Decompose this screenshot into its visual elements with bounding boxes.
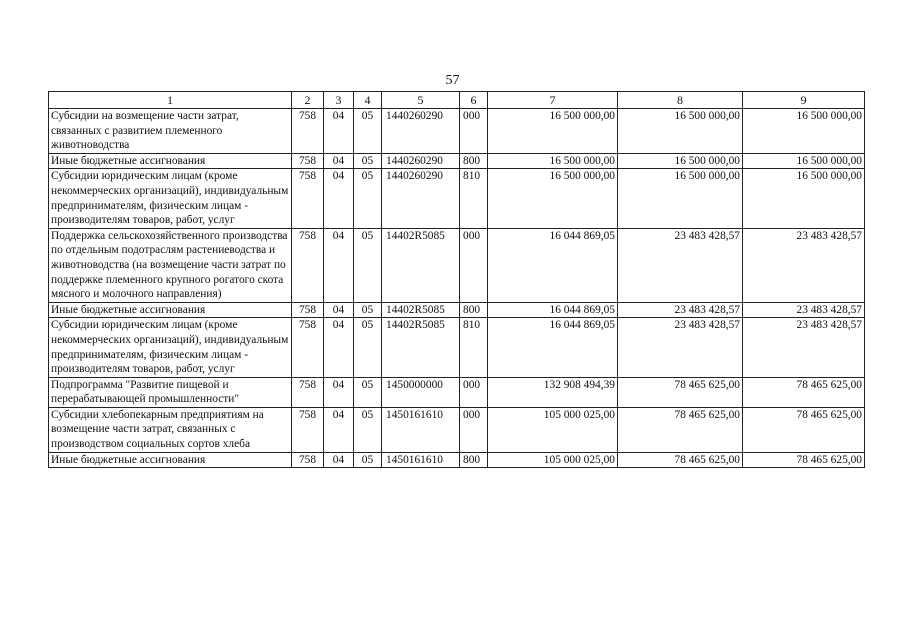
row-grbs: 758 xyxy=(292,452,324,468)
row-grbs: 758 xyxy=(292,169,324,228)
row-grbs: 758 xyxy=(292,109,324,154)
row-name: Субсидии юридическим лицам (кроме некоммерческих организаций), индивидуальным предпринимателям, физическим лицам - производителям товаров, работ, услуг xyxy=(49,318,292,377)
header-row xyxy=(49,92,865,109)
budget-table xyxy=(48,91,865,468)
row-rz: 04 xyxy=(324,153,354,169)
header-cell: 8 xyxy=(618,92,743,109)
table-row xyxy=(49,302,865,318)
table-row xyxy=(49,452,865,468)
row-pr: 05 xyxy=(354,302,382,318)
row-amount-7: 16 500 000,00 xyxy=(488,109,618,154)
row-grbs: 758 xyxy=(292,377,324,407)
row-name: Иные бюджетные ассигнования xyxy=(49,153,292,169)
row-rz: 04 xyxy=(324,169,354,228)
row-csr: 1450000000 xyxy=(382,377,460,407)
header-cell: 4 xyxy=(354,92,382,109)
table-row xyxy=(49,153,865,169)
row-csr: 14402R5085 xyxy=(382,228,460,302)
header-cell: 9 xyxy=(743,92,865,109)
row-amount-7: 132 908 494,39 xyxy=(488,377,618,407)
header-cell: 6 xyxy=(460,92,488,109)
row-amount-9: 78 465 625,00 xyxy=(743,452,865,468)
row-amount-7: 16 500 000,00 xyxy=(488,169,618,228)
row-amount-7: 16 044 869,05 xyxy=(488,302,618,318)
row-amount-9: 23 483 428,57 xyxy=(743,318,865,377)
row-grbs: 758 xyxy=(292,302,324,318)
row-pr: 05 xyxy=(354,228,382,302)
row-csr: 1440260290 xyxy=(382,109,460,154)
row-vr: 000 xyxy=(460,228,488,302)
row-amount-9: 78 465 625,00 xyxy=(743,377,865,407)
row-rz: 04 xyxy=(324,318,354,377)
row-rz: 04 xyxy=(324,407,354,452)
row-amount-9: 16 500 000,00 xyxy=(743,109,865,154)
row-csr: 1440260290 xyxy=(382,169,460,228)
row-grbs: 758 xyxy=(292,228,324,302)
row-rz: 04 xyxy=(324,228,354,302)
row-vr: 810 xyxy=(460,169,488,228)
row-amount-8: 23 483 428,57 xyxy=(618,318,743,377)
row-amount-7: 105 000 025,00 xyxy=(488,452,618,468)
row-pr: 05 xyxy=(354,452,382,468)
row-amount-7: 16 500 000,00 xyxy=(488,153,618,169)
row-rz: 04 xyxy=(324,452,354,468)
row-pr: 05 xyxy=(354,153,382,169)
row-csr: 14402R5085 xyxy=(382,318,460,377)
row-amount-8: 16 500 000,00 xyxy=(618,169,743,228)
table-row xyxy=(49,407,865,452)
row-rz: 04 xyxy=(324,109,354,154)
row-csr: 14402R5085 xyxy=(382,302,460,318)
row-name: Субсидии хлебопекарным предприятиям на возмещение части затрат, связанных с производством социальных сортов хлеба xyxy=(49,407,292,452)
row-amount-8: 78 465 625,00 xyxy=(618,377,743,407)
header-cell: 1 xyxy=(49,92,292,109)
row-amount-9: 78 465 625,00 xyxy=(743,407,865,452)
row-name: Субсидии на возмещение части затрат, связанных с развитием племенного животноводства xyxy=(49,109,292,154)
row-vr: 000 xyxy=(460,377,488,407)
row-amount-9: 23 483 428,57 xyxy=(743,302,865,318)
row-rz: 04 xyxy=(324,302,354,318)
row-vr: 000 xyxy=(460,407,488,452)
table-row xyxy=(49,228,865,302)
row-amount-9: 16 500 000,00 xyxy=(743,153,865,169)
row-amount-8: 23 483 428,57 xyxy=(618,302,743,318)
row-pr: 05 xyxy=(354,318,382,377)
table-row xyxy=(49,169,865,228)
row-amount-8: 23 483 428,57 xyxy=(618,228,743,302)
table-row xyxy=(49,377,865,407)
header-cell: 3 xyxy=(324,92,354,109)
row-pr: 05 xyxy=(354,407,382,452)
row-amount-7: 16 044 869,05 xyxy=(488,228,618,302)
row-grbs: 758 xyxy=(292,153,324,169)
row-grbs: 758 xyxy=(292,318,324,377)
row-vr: 800 xyxy=(460,153,488,169)
row-name: Субсидии юридическим лицам (кроме некоммерческих организаций), индивидуальным предпринимателям, физическим лицам - производителям товаров, работ, услуг xyxy=(49,169,292,228)
row-csr: 1450161610 xyxy=(382,452,460,468)
row-amount-8: 16 500 000,00 xyxy=(618,109,743,154)
row-rz: 04 xyxy=(324,377,354,407)
row-amount-9: 16 500 000,00 xyxy=(743,169,865,228)
row-pr: 05 xyxy=(354,169,382,228)
row-vr: 810 xyxy=(460,318,488,377)
row-name: Поддержка сельскохозяйственного производства по отдельным подотраслям растениеводства и животноводства (на возмещение части затрат по поддержке племенного крупного рогатого скота мясного и молочного направления) xyxy=(49,228,292,302)
row-vr: 800 xyxy=(460,452,488,468)
row-csr: 1450161610 xyxy=(382,407,460,452)
row-name: Подпрограмма "Развитие пищевой и перерабатывающей промышленности" xyxy=(49,377,292,407)
row-amount-8: 16 500 000,00 xyxy=(618,153,743,169)
row-grbs: 758 xyxy=(292,407,324,452)
row-name: Иные бюджетные ассигнования xyxy=(49,452,292,468)
row-pr: 05 xyxy=(354,109,382,154)
header-cell: 2 xyxy=(292,92,324,109)
row-amount-7: 105 000 025,00 xyxy=(488,407,618,452)
row-csr: 1440260290 xyxy=(382,153,460,169)
row-pr: 05 xyxy=(354,377,382,407)
row-amount-7: 16 044 869,05 xyxy=(488,318,618,377)
header-cell: 5 xyxy=(382,92,460,109)
row-amount-9: 23 483 428,57 xyxy=(743,228,865,302)
table-row xyxy=(49,318,865,377)
row-amount-8: 78 465 625,00 xyxy=(618,407,743,452)
table-row xyxy=(49,109,865,154)
row-name: Иные бюджетные ассигнования xyxy=(49,302,292,318)
row-vr: 000 xyxy=(460,109,488,154)
row-amount-8: 78 465 625,00 xyxy=(618,452,743,468)
row-vr: 800 xyxy=(460,302,488,318)
header-cell: 7 xyxy=(488,92,618,109)
page-number: 57 xyxy=(445,73,460,88)
